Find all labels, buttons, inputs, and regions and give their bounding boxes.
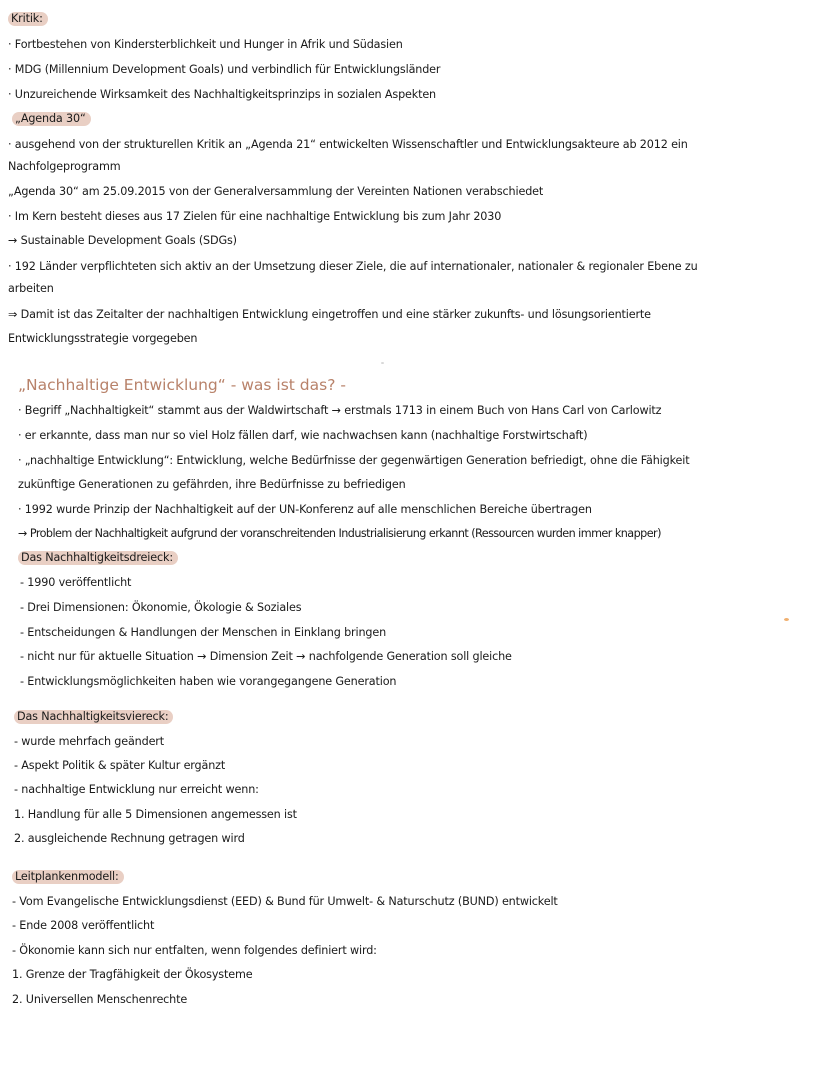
nachhaltig-line-2: · er erkannte, dass man nur so viel Holz fällen darf, wie nachwachsen kann (nachhaltige Forstwirtschaft) — [18, 429, 588, 442]
agenda-line-1: · ausgehend von der strukturellen Kritik an „Agenda 21“ entwickelten Wissenschaftler und Entwicklungsakteure ab 2012 ein — [8, 138, 688, 151]
kritik-heading: Kritik: — [8, 12, 48, 26]
leitplanken-line-2: - Ende 2008 veröffentlicht — [12, 919, 155, 932]
agenda-line-6: · 192 Länder verpflichteten sich aktiv an der Umsetzung dieser Ziele, die auf internationaler, nationaler & regionaler Ebene zu — [8, 260, 698, 273]
leitplanken-line-5: 2. Universellen Menschenrechte — [12, 993, 188, 1006]
nachhaltig-line-1: · Begriff „Nachhaltigkeit“ stammt aus der Waldwirtschaft → erstmals 1713 in einem Buch von Hans Carl von Carlowitz — [18, 404, 662, 417]
kritik-line-3: · Unzureichende Wirksamkeit des Nachhaltigkeitsprinzips in sozialen Aspekten — [8, 88, 436, 101]
agenda-line-9: Entwicklungsstrategie vorgegeben — [8, 332, 198, 345]
viereck-line-5: 2. ausgleichende Rechnung getragen wird — [14, 832, 245, 845]
nachhaltige-entwicklung-heading: „Nachhaltige Entwicklung“ - was ist das? - — [18, 376, 346, 394]
viereck-line-2: - Aspekt Politik & später Kultur ergänzt — [14, 759, 226, 772]
dreieck-line-1: - 1990 veröffentlicht — [20, 576, 132, 589]
leitplanken-line-3: - Ökonomie kann sich nur entfalten, wenn folgendes definiert wird: — [12, 944, 377, 957]
leitplanken-heading: Leitplankenmodell: — [12, 870, 124, 884]
kritik-line-1: · Fortbestehen von Kindersterblichkeit und Hunger in Afrik und Südasien — [8, 38, 403, 51]
viereck-heading: Das Nachhaltigkeitsviereck: — [14, 710, 173, 724]
dreieck-line-3: - Entscheidungen & Handlungen der Menschen in Einklang bringen — [20, 626, 387, 639]
stray-mark — [381, 362, 384, 364]
dreieck-line-5: - Entwicklungsmöglichkeiten haben wie vorangegangene Generation — [20, 675, 397, 688]
agenda-line-4: · Im Kern besteht dieses aus 17 Zielen für eine nachhaltige Entwicklung bis zum Jahr 2030 — [8, 210, 502, 223]
agenda-heading: „Agenda 30“ — [12, 112, 91, 126]
dreieck-line-4: - nicht nur für aktuelle Situation → Dimension Zeit → nachfolgende Generation soll gleiche — [20, 650, 512, 663]
dreieck-line-2: - Drei Dimensionen: Ökonomie, Ökologie & Soziales — [20, 601, 302, 614]
nachhaltig-line-4: zukünftige Generationen zu gefährden, ihre Bedürfnisse zu befriedigen — [18, 478, 406, 491]
nachhaltig-line-3: · „nachhaltige Entwicklung“: Entwicklung, welche Bedürfnisse der gegenwärtigen Generation befriedigt, ohne die Fähigkeit — [18, 454, 690, 467]
viereck-line-1: - wurde mehrfach geändert — [14, 735, 164, 748]
viereck-line-3: - nachhaltige Entwicklung nur erreicht wenn: — [14, 783, 259, 796]
agenda-line-7: arbeiten — [8, 282, 54, 295]
viereck-line-4: 1. Handlung für alle 5 Dimensionen angemessen ist — [14, 808, 297, 821]
nachhaltig-line-5: · 1992 wurde Prinzip der Nachhaltigkeit auf der UN-Konferenz auf alle menschlichen Bereiche übertragen — [18, 503, 592, 516]
agenda-line-5: → Sustainable Development Goals (SDGs) — [8, 234, 237, 247]
agenda-line-2: Nachfolgeprogramm — [8, 160, 121, 173]
stray-mark — [784, 618, 789, 621]
agenda-line-3: „Agenda 30“ am 25.09.2015 von der Generalversammlung der Vereinten Nationen verabschiedet — [8, 185, 544, 198]
nachhaltig-line-6: → Problem der Nachhaltigkeit aufgrund der voranschreitenden Industrialisierung erkannt (Ressourcen wurden immer knapper) — [18, 527, 661, 540]
agenda-line-8: ⇒ Damit ist das Zeitalter der nachhaltigen Entwicklung eingetroffen und eine stärker zukunfts- und lösungsorientierte — [8, 308, 651, 321]
kritik-line-2: · MDG (Millennium Development Goals) und verbindlich für Entwicklungsländer — [8, 63, 441, 76]
leitplanken-line-1: - Vom Evangelische Entwicklungsdienst (EED) & Bund für Umwelt- & Naturschutz (BUND) entwickelt — [12, 895, 558, 908]
dreieck-heading: Das Nachhaltigkeitsdreieck: — [18, 551, 178, 565]
leitplanken-line-4: 1. Grenze der Tragfähigkeit der Ökosysteme — [12, 968, 253, 981]
